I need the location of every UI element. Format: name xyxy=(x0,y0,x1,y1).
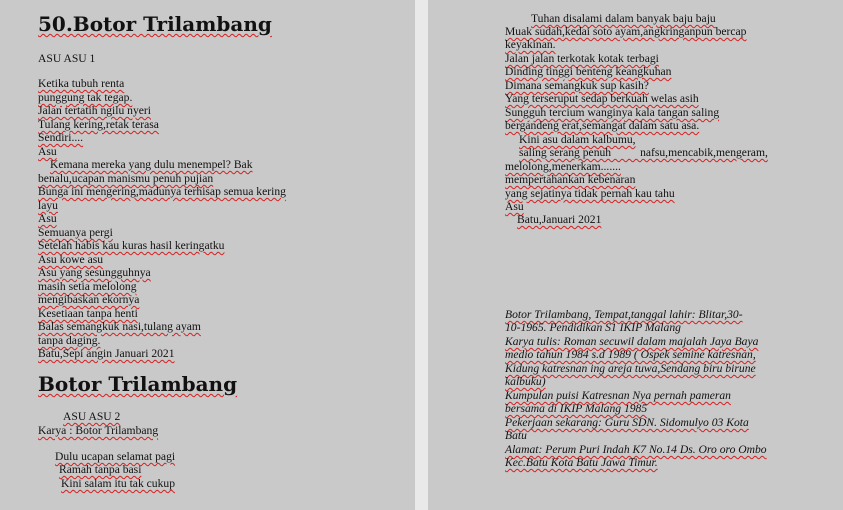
bio-line: Kec.Batu Kota Batu Jawa Timur. xyxy=(505,456,658,469)
poem-line: saling serang penuh nafsu,mencabik,mengeram, xyxy=(519,146,768,159)
poem-line: Yang terseruput sedap berkuah welas asih xyxy=(505,92,699,105)
poem-line: Kini asu dalam kalbumu, xyxy=(519,133,636,146)
bio-line: Karya tulis: Roman secuwil dalam majalah Jaya Baya xyxy=(505,335,759,348)
poem-line: Bunga ini mengering,madunya terhisap semua kering xyxy=(38,185,286,198)
poem-line: Semuanya pergi xyxy=(38,226,113,239)
poem-line: Kesetiaan tanpa henti xyxy=(38,307,138,320)
page-gutter xyxy=(415,0,428,510)
poem-line: punggung tak tegap. xyxy=(38,91,133,104)
page-title: 50.Botor Trilambang xyxy=(38,12,272,36)
poem-signature: Batu,Januari 2021 xyxy=(517,213,602,226)
poem-line: Jalan tertatih ngilu nyeri xyxy=(38,104,152,117)
poem-line: masih setia melolong xyxy=(38,280,137,293)
poem-line: layu xyxy=(38,199,58,212)
poem-line: Asu xyxy=(505,200,524,213)
poem-line: benalu,ucapan manismu penuh pujian xyxy=(38,172,214,185)
poem-line: Setelah habis kau kuras hasil keringatku xyxy=(38,239,225,252)
left-page xyxy=(0,0,415,510)
bio-line: Batu xyxy=(505,429,527,442)
poem-line: Dinding tinggi benteng keangkuhan xyxy=(505,65,672,78)
poem-line: Muak sudah,kedai soto ayam,angkringanpun bercap xyxy=(505,25,747,38)
bio-line: Pekerjaan sekarang: Guru SDN. Sidomulyo 03 Kota xyxy=(505,416,749,429)
poem-line: yang sejatinya tidak pernah kau tahu xyxy=(505,187,675,200)
poem-subtitle: ASU ASU 1 xyxy=(38,52,96,65)
poem-line: Tuhan disalami dalam banyak baju baju xyxy=(531,12,716,25)
poem-line: mempertahankan kebenaran xyxy=(505,173,636,186)
poem-line: Ramah tanpa basi xyxy=(59,463,142,476)
poem-line: Sendiri.... xyxy=(38,131,84,144)
bio-line: Botor Trilambang, Tempat,tanggal lahir: Blitar,30- xyxy=(505,308,743,321)
poem-line: Kini salam itu tak cukup xyxy=(61,477,175,490)
bio-line: 10-1965. Pendidikan S1 IKIP Malang xyxy=(505,321,681,334)
poem-subtitle: ASU ASU 2 xyxy=(63,410,121,423)
poem-line: mengibaskan ekornya xyxy=(38,293,140,306)
section-title: Botor Trilambang xyxy=(38,372,238,396)
poem-line: Asu yang sesungguhnya xyxy=(38,266,151,279)
poem-line: Ketika tubuh renta xyxy=(38,77,125,90)
bio-line: kalbuku) xyxy=(505,375,546,388)
author-line: Karya : Botor Trilambang xyxy=(38,424,159,437)
poem-line: Asu xyxy=(38,145,57,158)
poem-line: Jalan jalan terkotak kotak terbagi xyxy=(505,52,659,65)
poem-line: Asu kowe asu xyxy=(38,253,104,266)
bio-line: bersama di IKIP Malang 1985 xyxy=(505,402,648,415)
poem-line: Sungguh tercium wanginya kala tangan saling xyxy=(505,106,720,119)
bio-line: Kumpulan puisi Katresnan Nya pernah pameran xyxy=(505,389,731,402)
poem-line: melolong,menerkam....... xyxy=(505,160,621,173)
poem-line: Dimana semangkuk sup kasih? xyxy=(505,79,649,92)
poem-line: Kemana mereka yang dulu menempel? Bak xyxy=(50,158,253,171)
poem-line: Balas semangkuk nasi,tulang ayam xyxy=(38,320,201,333)
poem-line: Tulang kering,retak terasa xyxy=(38,118,159,131)
right-page xyxy=(428,0,843,510)
poem-line: bergandeng erat,semangat dalam satu asa. xyxy=(505,119,700,132)
bio-line: Alamat: Perum Puri Indah K7 No.14 Ds. Oro oro Ombo xyxy=(505,443,767,456)
poem-signature: Batu,Sepi angin Januari 2021 xyxy=(38,347,175,360)
poem-line: tanpa daging. xyxy=(38,334,101,347)
bio-line: Kidung katresnan ing areja tuwa,Sendang biru birune xyxy=(505,362,756,375)
poem-line: Asu xyxy=(38,212,57,225)
bio-line: medio tahun 1984 s.d 1989 ( Ospek semine katresnan, xyxy=(505,348,756,361)
poem-line: Dulu ucapan selamat pagi xyxy=(55,450,176,463)
poem-line: keyakinan. xyxy=(505,38,556,51)
